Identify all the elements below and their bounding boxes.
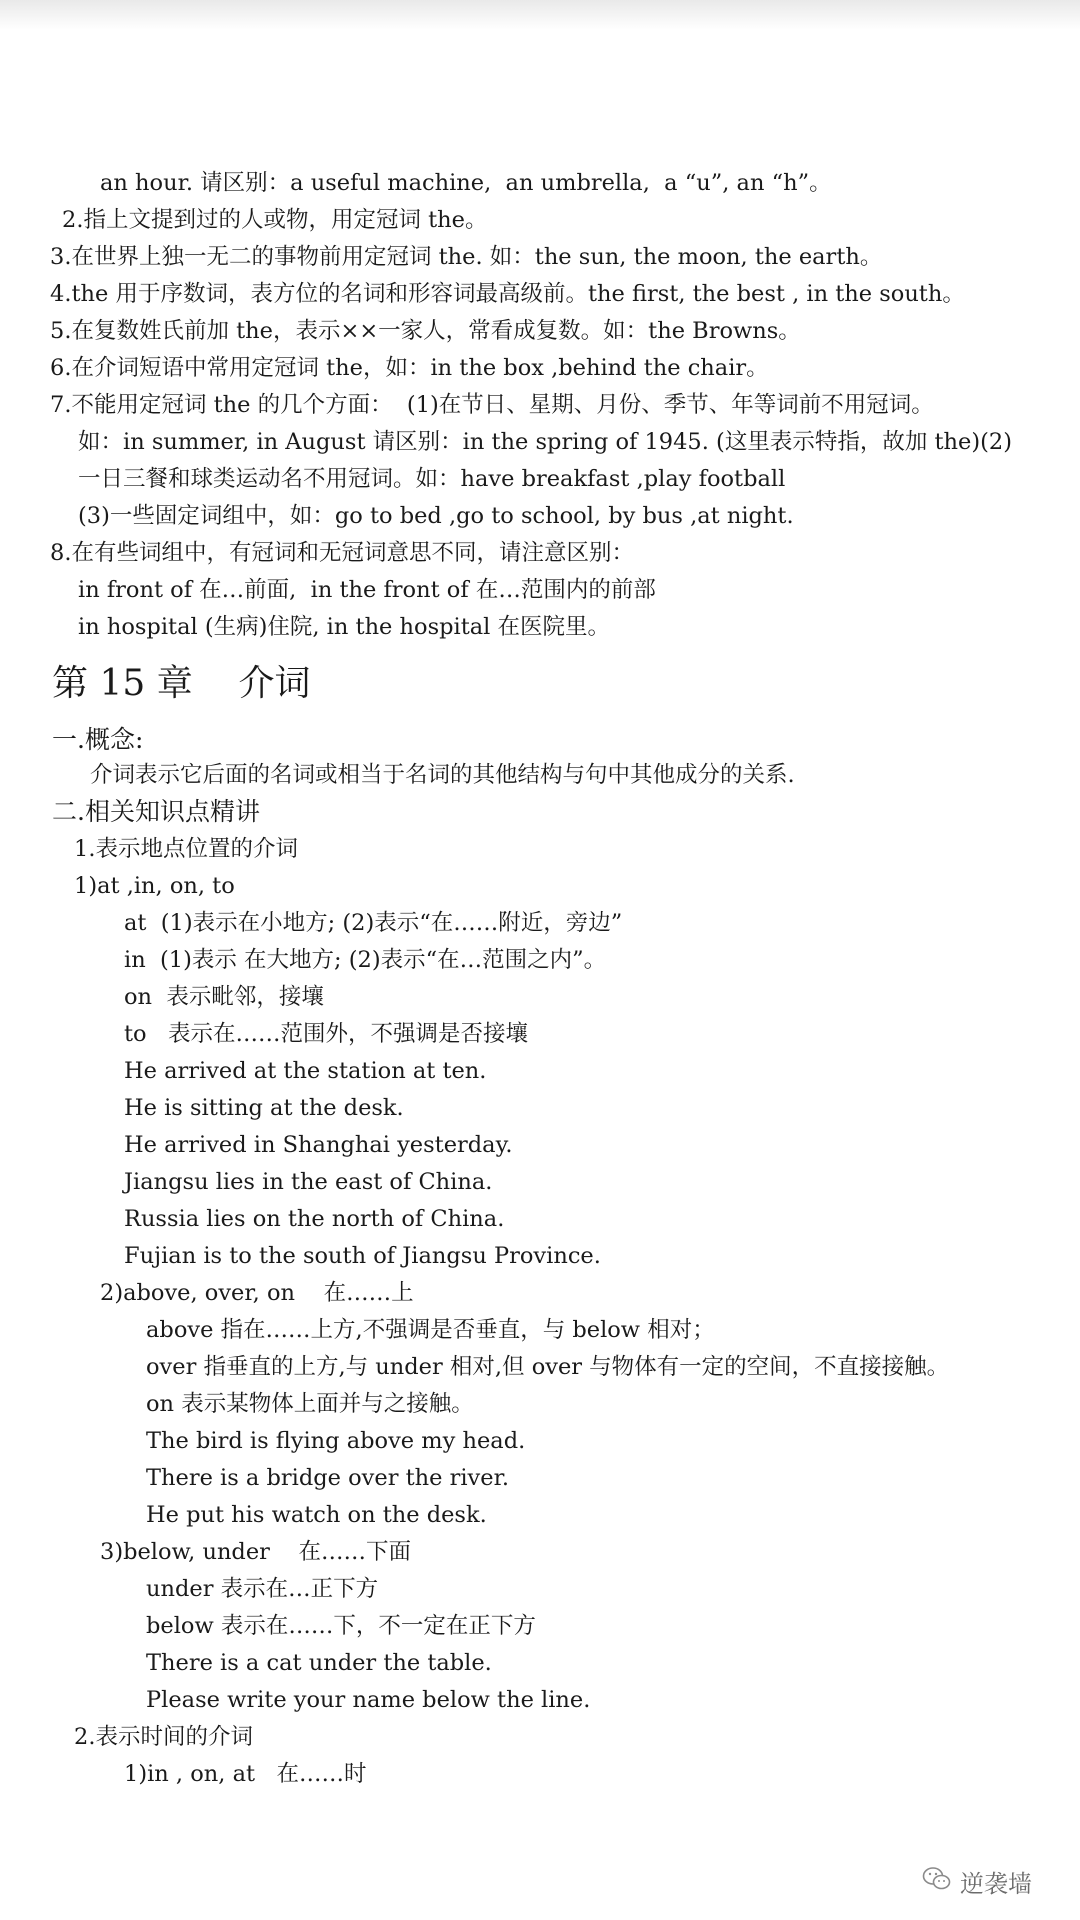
text-line: 介词表示它后面的名词或相当于名词的其他结构与句中其他成分的关系. [90,762,795,788]
wechat-icon [922,1866,952,1896]
text-line: There is a cat under the table. [146,1650,492,1676]
text-line: in (1)表示 在大地方; (2)表示“在…范围之内”。 [124,947,607,973]
text-line: 8.在有些词组中，有冠词和无冠词意思不同，请注意区别： [50,540,634,566]
text-line: over 指垂直的上方,与 under 相对,但 over 与物体有一定的空间，不直接接触。 [146,1354,950,1380]
text-line: He arrived in Shanghai yesterday. [124,1132,513,1158]
text-line: The bird is flying above my head. [146,1428,526,1454]
text-line: There is a bridge over the river. [146,1465,510,1491]
text-line: 2.表示时间的介词 [74,1724,253,1750]
text-line: on 表示毗邻，接壤 [124,984,324,1010]
text-line: in front of 在…前面, in the front of 在…范围内的前部 [78,577,656,603]
text-line: 一日三餐和球类运动名不用冠词。如：have breakfast ,play football [78,466,786,492]
text-line: (3)一些固定词组中，如：go to bed ,go to school, by bus ,at night. [78,503,794,529]
text-line: Fujian is to the south of Jiangsu Province. [124,1243,601,1269]
watermark-text: 逆袭墙 [960,1869,1032,1898]
top-status-strip [0,0,1080,30]
text-line: 7.不能用定冠词 the 的几个方面： (1)在节日、星期、月份、季节、年等词前不用冠词。 [50,392,934,418]
text-line: below 表示在……下，不一定在正下方 [146,1613,536,1639]
text-line: Russia lies on the north of China. [124,1206,505,1232]
section-heading-knowledge: 二.相关知识点精讲 [52,797,260,826]
text-line: under 表示在…正下方 [146,1576,379,1602]
text-line: 5.在复数姓氏前加 the，表示××一家人，常看成复数。如：the Browns。 [50,318,801,344]
text-line: at (1)表示在小地方; (2)表示“在……附近，旁边” [124,910,623,936]
text-line: Please write your name below the line. [146,1687,591,1713]
text-line: 1)in , on, at 在……时 [124,1761,367,1787]
text-line: 3.在世界上独一无二的事物前用定冠词 the. 如：the sun, the moon, the earth。 [50,244,883,270]
text-line: to 表示在……范围外，不强调是否接壤 [124,1021,529,1047]
text-line: 2)above, over, on 在……上 [100,1280,414,1306]
section-heading-concept: 一.概念: [52,725,144,754]
text-line: 3)below, under 在……下面 [100,1539,412,1565]
text-line: on 表示某物体上面并与之接触。 [146,1391,474,1417]
text-line: Jiangsu lies in the east of China. [124,1169,493,1195]
text-line: 1.表示地点位置的介词 [74,836,298,862]
text-line: above 指在……上方,不强调是否垂直，与 below 相对； [146,1317,715,1343]
chapter-title: 第 15 章 介词 [52,663,311,704]
text-line: 6.在介词短语中常用定冠词 the，如：in the box ,behind the chair。 [50,355,769,381]
text-line: He is sitting at the desk. [124,1095,404,1121]
text-line: 4.the 用于序数词，表方位的名词和形容词最高级前。the first, the best , in the south。 [50,281,965,307]
text-line: in hospital (生病)住院, in the hospital 在医院里。 [78,614,611,640]
text-line: He arrived at the station at ten. [124,1058,487,1084]
text-line: 1)at ,in, on, to [74,873,235,899]
text-line: 2.指上文提到过的人或物，用定冠词 the。 [62,207,488,233]
text-line: an hour. 请区别：a useful machine, an umbrella, a “u”, an “h”。 [100,170,832,196]
text-line: He put his watch on the desk. [146,1502,487,1528]
text-line: 如：in summer, in August 请区别：in the spring of 1945. (这里表示特指，故加 the)(2) [78,429,1012,455]
watermark [922,1864,1032,1898]
